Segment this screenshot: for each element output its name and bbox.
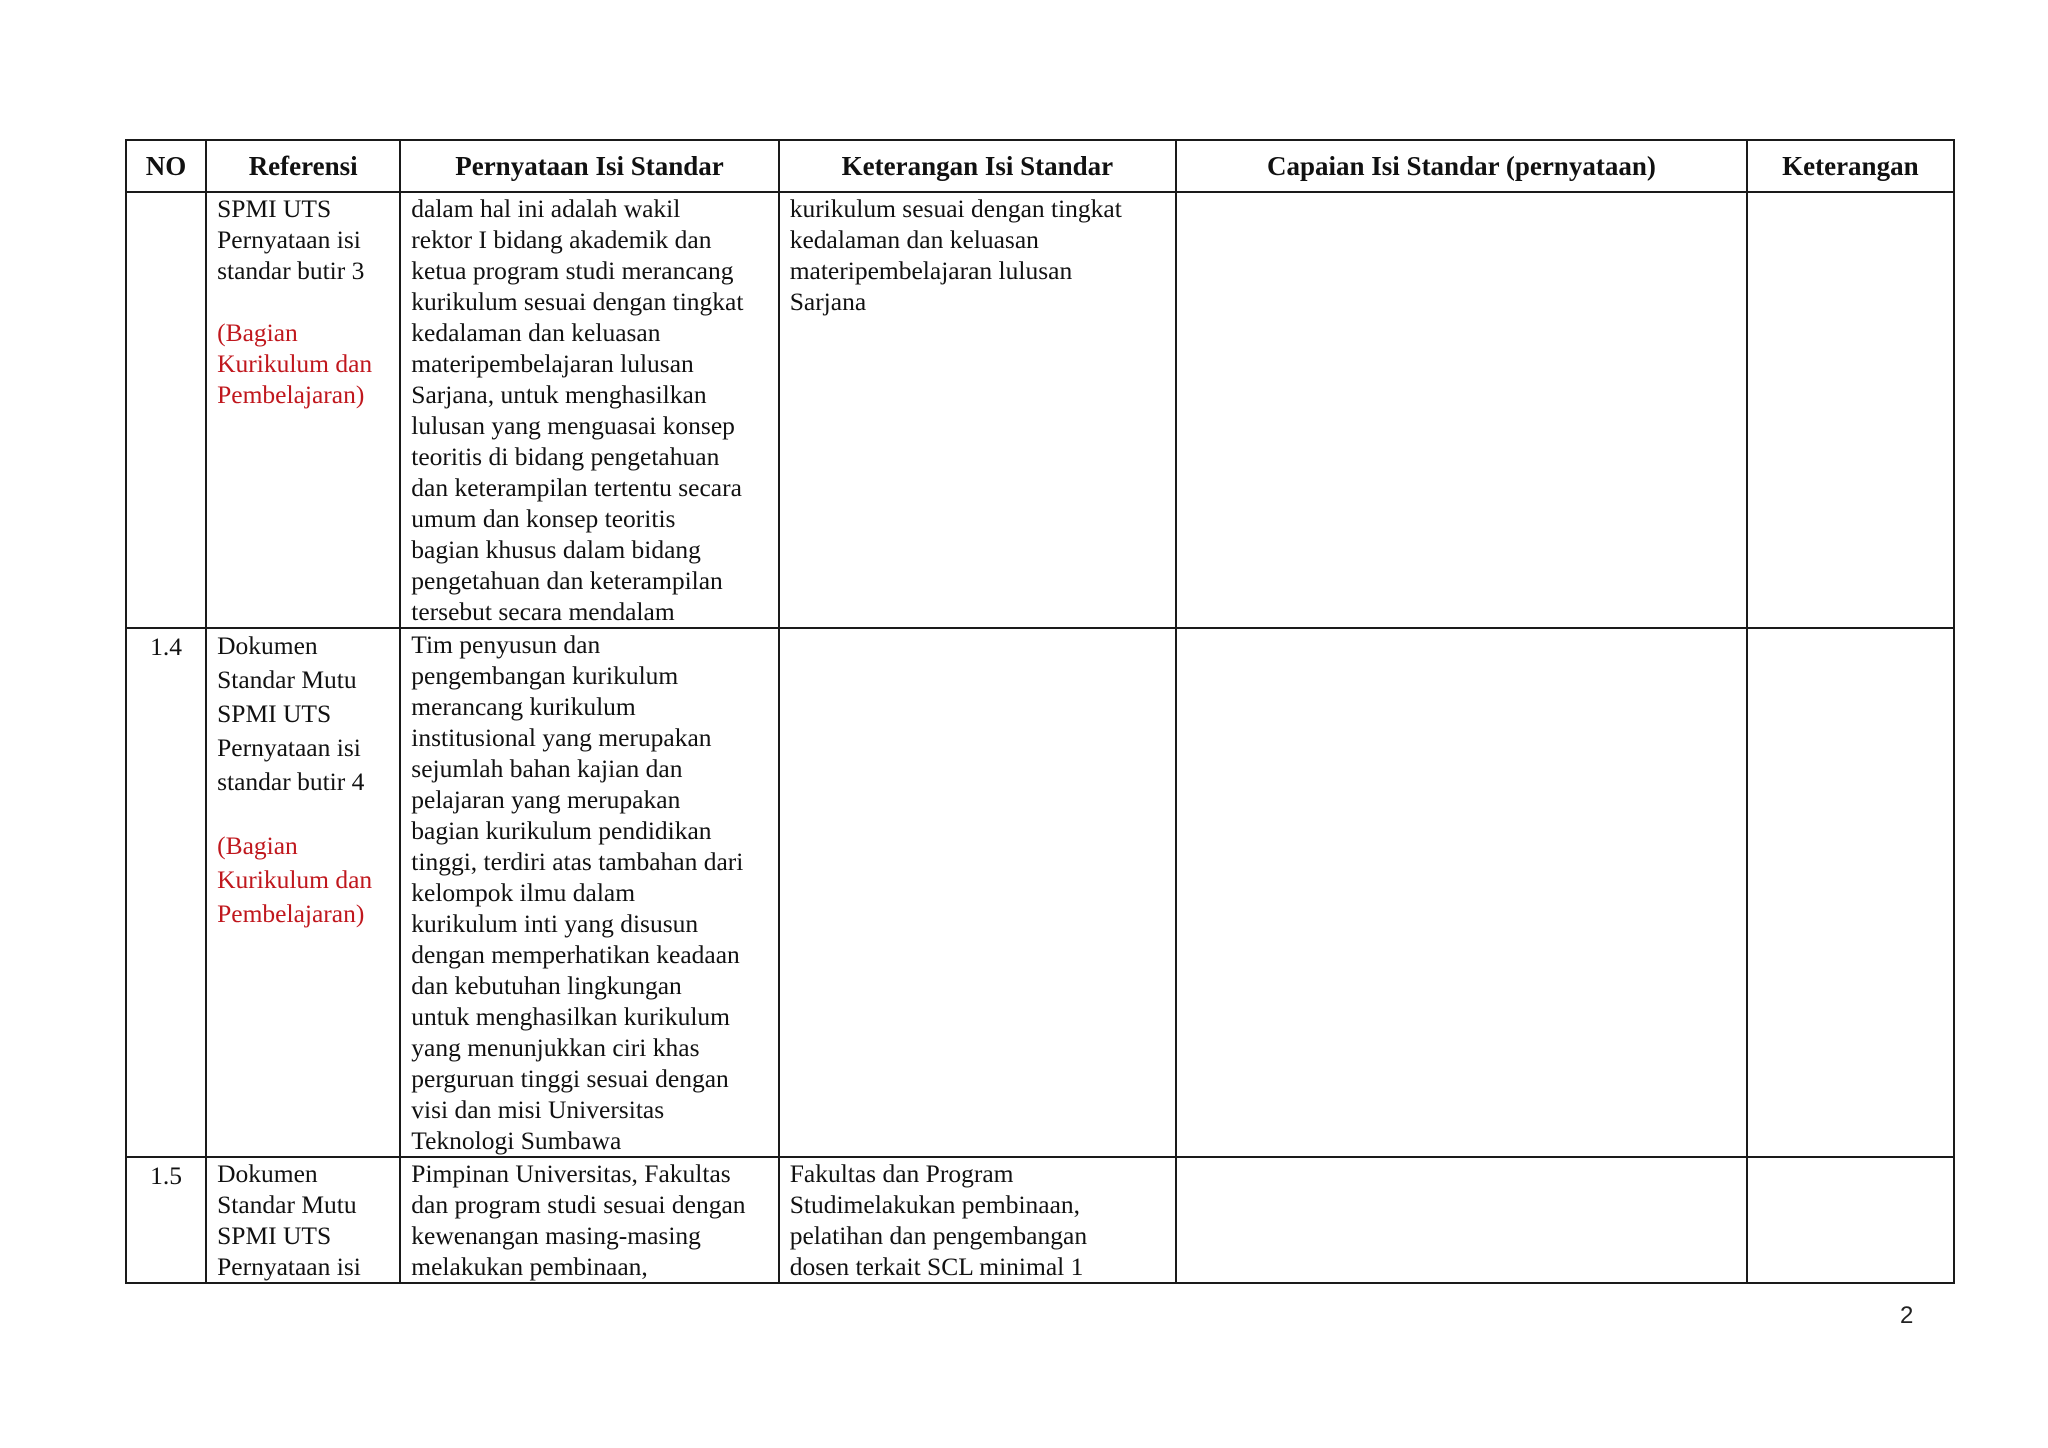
pernyataan-line: kewenangan masing-masing	[411, 1221, 701, 1250]
pernyataan-line: dengan memperhatikan keadaan	[411, 940, 740, 969]
table-body	[126, 192, 1954, 1283]
header-keterangan-isi: Keterangan Isi Standar	[779, 140, 1176, 192]
ref-note-line: (Bagian	[217, 831, 298, 860]
ref-note-line: (Bagian	[217, 318, 298, 347]
pernyataan-line: Tim penyusun dan	[411, 630, 601, 659]
row-number: 1.5	[126, 1157, 206, 1283]
pernyataan-line: tinggi, terdiri atas tambahan dari	[411, 847, 744, 876]
keterangan-isi-line: Fakultas dan Program	[789, 1159, 1014, 1188]
keterangan-cell	[1747, 192, 1954, 628]
pernyataan-line: kedalaman dan keluasan	[411, 318, 661, 347]
keterangan-isi-line: Studimelakukan pembinaan,	[789, 1190, 1081, 1219]
pernyataan-line: perguruan tinggi sesuai dengan	[411, 1064, 729, 1093]
keterangan-isi-line: Sarjana	[789, 287, 867, 316]
header-pernyataan: Pernyataan Isi Standar	[400, 140, 778, 192]
keterangan-isi-line: dosen terkait SCL minimal 1	[789, 1252, 1084, 1281]
pernyataan-line: rektor I bidang akademik dan	[411, 225, 712, 254]
pernyataan-line: Sarjana, untuk menghasilkan	[411, 380, 707, 409]
table-row	[126, 192, 1954, 628]
keterangan-isi-line: materipembelajaran lulusan	[789, 256, 1073, 285]
pernyataan-line: pelajaran yang merupakan	[411, 785, 681, 814]
pernyataan-line: teoritis di bidang pengetahuan	[411, 442, 720, 471]
table-row	[126, 628, 1954, 1157]
ref-line: Dokumen	[217, 1159, 318, 1188]
header-row	[126, 140, 1954, 192]
pernyataan-line: yang menunjukkan ciri khas	[411, 1033, 700, 1062]
pernyataan-cell	[400, 192, 778, 628]
pernyataan-line: bagian khusus dalam bidang	[411, 535, 701, 564]
pernyataan-line: untuk menghasilkan kurikulum	[411, 1002, 730, 1031]
pernyataan-line: bagian kurikulum pendidikan	[411, 816, 712, 845]
referensi-cell	[206, 1157, 400, 1283]
pernyataan-line: tersebut secara mendalam	[411, 597, 675, 626]
pernyataan-line: dan kebutuhan lingkungan	[411, 971, 682, 1000]
ref-note-line: Kurikulum dan	[217, 349, 373, 378]
keterangan-cell	[1747, 628, 1954, 1157]
pernyataan-line: dan program studi sesuai dengan	[411, 1190, 746, 1219]
row-number	[126, 192, 206, 628]
capaian-cell	[1176, 628, 1747, 1157]
standards-table	[125, 139, 1955, 1284]
capaian-cell	[1176, 1157, 1747, 1283]
pernyataan-line: melakukan pembinaan,	[411, 1252, 648, 1281]
header-no: NO	[126, 140, 206, 192]
ref-line: standar butir 3	[217, 256, 365, 285]
keterangan-isi-line: kedalaman dan keluasan	[789, 225, 1039, 254]
ref-note-line: Kurikulum dan	[217, 865, 373, 894]
pernyataan-line: merancang kurikulum	[411, 692, 636, 721]
pernyataan-line: materipembelajaran lulusan	[411, 349, 694, 378]
ref-line: Dokumen	[217, 631, 318, 660]
capaian-cell	[1176, 192, 1747, 628]
pernyataan-cell	[400, 1157, 778, 1283]
pernyataan-line: lulusan yang menguasai konsep	[411, 411, 735, 440]
ref-line: standar butir 4	[217, 767, 365, 796]
ref-line: Pernyataan isi	[217, 225, 361, 254]
pernyataan-line: Pimpinan Universitas, Fakultas	[411, 1159, 731, 1188]
pernyataan-line: institusional yang merupakan	[411, 723, 712, 752]
header-referensi: Referensi	[206, 140, 400, 192]
referensi-cell	[206, 192, 400, 628]
ref-line: SPMI UTS	[217, 1221, 332, 1250]
pernyataan-line: umum dan konsep teoritis	[411, 504, 676, 533]
table-header	[126, 140, 1954, 192]
pernyataan-line: pengetahuan dan keterampilan	[411, 566, 723, 595]
ref-note-line: Pembelajaran)	[217, 899, 365, 928]
ref-line: Standar Mutu	[217, 1190, 357, 1219]
ref-note-line: Pembelajaran)	[217, 380, 365, 409]
ref-line: SPMI UTS	[217, 699, 332, 728]
pernyataan-line: dan keterampilan tertentu secara	[411, 473, 742, 502]
pernyataan-line: Teknologi Sumbawa	[411, 1126, 622, 1155]
pernyataan-cell	[400, 628, 778, 1157]
referensi-cell	[206, 628, 400, 1157]
pernyataan-line: sejumlah bahan kajian dan	[411, 754, 683, 783]
pernyataan-line: dalam hal ini adalah wakil	[411, 194, 681, 223]
keterangan-isi-line: kurikulum sesuai dengan tingkat	[789, 194, 1122, 223]
keterangan-isi-cell	[779, 192, 1176, 628]
row-number: 1.4	[126, 628, 206, 1157]
ref-line: SPMI UTS	[217, 194, 332, 223]
keterangan-isi-cell	[779, 628, 1176, 1157]
keterangan-cell	[1747, 1157, 1954, 1283]
ref-line: Pernyataan isi	[217, 733, 361, 762]
pernyataan-line: pengembangan kurikulum	[411, 661, 679, 690]
pernyataan-line: kurikulum sesuai dengan tingkat	[411, 287, 744, 316]
table-row	[126, 1157, 1954, 1283]
header-capaian: Capaian Isi Standar (pernyataan)	[1176, 140, 1747, 192]
keterangan-isi-cell	[779, 1157, 1176, 1283]
ref-line: Standar Mutu	[217, 665, 357, 694]
pernyataan-line: kelompok ilmu dalam	[411, 878, 636, 907]
header-keterangan: Keterangan	[1747, 140, 1954, 192]
keterangan-isi-line: pelatihan dan pengembangan	[789, 1221, 1088, 1250]
ref-line: Pernyataan isi	[217, 1252, 361, 1281]
pernyataan-line: visi dan misi Universitas	[411, 1095, 665, 1124]
pernyataan-line: kurikulum inti yang disusun	[411, 909, 699, 938]
page-number: 2	[1900, 1302, 1914, 1329]
pernyataan-line: ketua program studi merancang	[411, 256, 734, 285]
